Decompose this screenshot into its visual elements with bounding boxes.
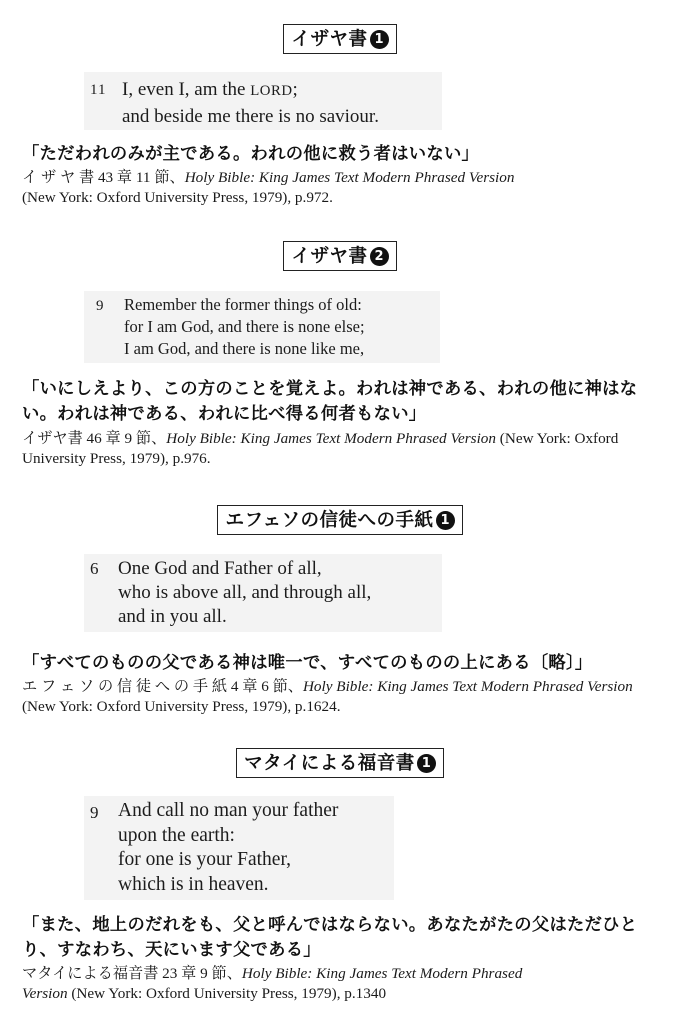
verse-number: 9	[96, 298, 104, 314]
citation-prefix: イ ザ ヤ 書 43 章 11 節、	[22, 169, 185, 186]
section-isaiah-1	[0, 24, 680, 54]
section-ephesians-1	[0, 505, 680, 535]
verse-excerpt	[84, 796, 394, 900]
citation-suffix: (New York: Oxford University Press, 1979), p.972.	[22, 189, 333, 206]
japanese-quote: 「すべてのものの父である神は唯一で、すべてのものの上にある〔略〕」	[22, 653, 593, 673]
verse-line: which is in heaven.	[118, 873, 269, 895]
citation-book-cont: Version	[22, 985, 68, 1002]
verse-text	[124, 294, 365, 360]
section-number-badge: 1	[417, 754, 436, 773]
title-wrap	[0, 24, 680, 54]
verse-text	[118, 799, 338, 897]
citation-prefix: エ フ ェ ソ の 信 徒 へ の 手 紙 4 章 6 節、	[22, 678, 303, 695]
citation-book: Holy Bible: King James Text Modern Phrased Version	[302, 678, 633, 695]
verse-excerpt	[84, 554, 442, 632]
section-matthew-1	[0, 748, 680, 778]
citation-book: Holy Bible: King James Text Modern Phrased	[241, 965, 523, 982]
title-wrap	[0, 505, 680, 535]
verse-line: Remember the former things of old:	[124, 295, 362, 314]
verse-line: and in you all.	[118, 606, 227, 627]
verse-number: 9	[90, 803, 99, 822]
section-title	[217, 505, 462, 535]
section-title-text: イザヤ書	[291, 246, 368, 267]
citation-suffix: (New York: Oxford University Press, 1979), p.1340	[71, 985, 387, 1002]
verse-line: and beside me there is no saviour.	[122, 106, 379, 127]
verse-line: for one is your Father,	[118, 849, 292, 870]
section-number-badge: 2	[370, 247, 389, 266]
verse-text	[122, 77, 379, 129]
verse-smallcaps: LORD	[250, 83, 293, 99]
citation-book: Holy Bible: King James Text Modern Phrased Version	[184, 169, 515, 186]
verse-number: 11	[90, 82, 107, 98]
section-isaiah-2	[0, 241, 680, 271]
section-title	[283, 241, 396, 271]
citation-book: Holy Bible: King James Text Modern Phrased Version	[166, 430, 496, 447]
title-wrap	[0, 748, 680, 778]
verse-number: 6	[90, 559, 99, 578]
section-title-text: エフェソの信徒への手紙	[225, 510, 434, 531]
section-number-badge: 1	[436, 511, 455, 530]
verse-line	[122, 77, 379, 104]
verse-line-tail: ;	[292, 79, 298, 100]
section-number-badge: 1	[370, 30, 389, 49]
verse-line: upon the earth:	[118, 824, 235, 846]
japanese-quote: 「ただわれのみが主である。われの他に救う者はいない」	[22, 144, 480, 164]
verse-line: I am God, and there is none like me,	[124, 339, 365, 358]
verse-text	[118, 557, 371, 629]
citation-suffix: (New York: Oxford University Press, 1979), p.1624.	[22, 698, 341, 715]
section-title-text: イザヤ書	[291, 29, 368, 50]
citation	[22, 677, 662, 717]
citation-prefix: マタイによる福音書 23 章 9 節、	[22, 965, 242, 982]
verse-line-text: I, even I, am the	[122, 79, 246, 100]
citation-suffix: (New York: Oxford University Press, 1979), p.976.	[22, 430, 619, 467]
citation	[22, 168, 662, 208]
citation	[22, 429, 662, 469]
verse-line: One God and Father of all,	[118, 558, 322, 579]
section-title	[236, 748, 444, 778]
citation-prefix: イザヤ書 46 章 9 節、	[22, 430, 167, 447]
japanese-quote: 「また、地上のだれをも、父と呼んではならない。あなたがたの父はただひとり、すなわち、天にいます父である」	[22, 915, 638, 960]
section-title	[283, 24, 396, 54]
section-title-text: マタイによる福音書	[244, 753, 415, 774]
verse-excerpt	[84, 72, 442, 130]
verse-line: for I am God, and there is none else;	[124, 317, 365, 336]
verse-line: who is above all, and through all,	[118, 582, 372, 603]
verse-excerpt	[84, 291, 440, 363]
verse-line: And call no man your father	[118, 800, 339, 821]
citation	[22, 964, 662, 1004]
japanese-quote: 「いにしえより、この方のことを覚えよ。われは神である、われの他に神はない。われは神である、われに比べ得る何者もない」	[22, 379, 638, 424]
title-wrap	[0, 241, 680, 271]
